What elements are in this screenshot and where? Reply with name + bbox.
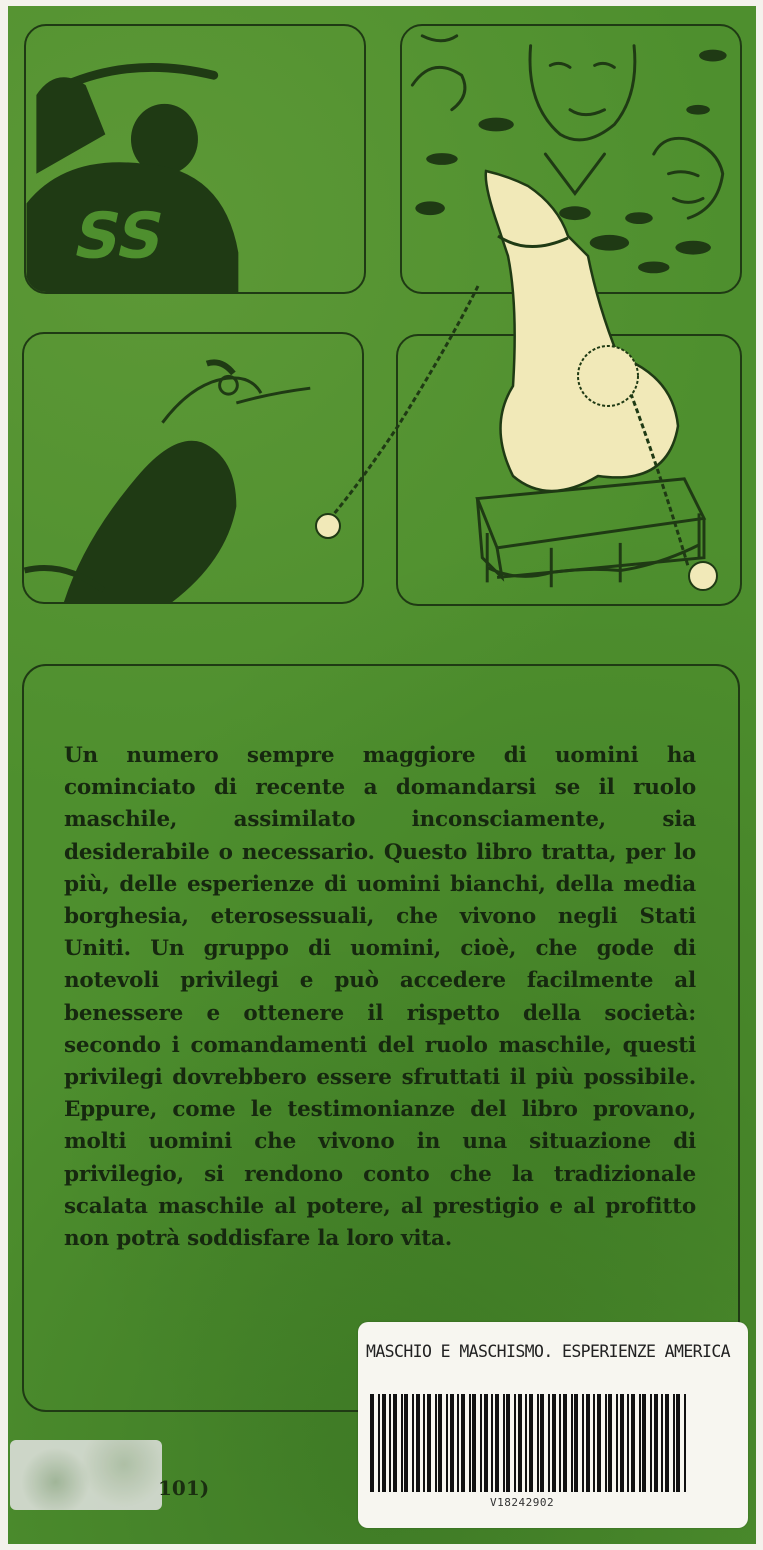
price-code: 101) — [158, 1476, 210, 1500]
library-barcode-label — [358, 1322, 748, 1528]
book-back-cover — [8, 6, 756, 1544]
blurb-frame — [22, 664, 740, 1412]
price-sticker — [10, 1440, 162, 1510]
label-title: MASCHIO E MASCHISMO. ESPERIENZE AMERICA — [366, 1342, 731, 1361]
ss-lettering: SS — [67, 200, 172, 274]
illustration-panel-pedestal — [396, 334, 742, 606]
barcode-icon — [370, 1394, 686, 1492]
blurb-text: Un numero sempre maggiore di uomini ha cominciato di recente a domandarsi se il ruolo maschile, assimilato inconsciamente, sia desiderabile o necessario. Questo libro tratta, per lo più, delle esperienze di uomini bianchi, della media borghesia, eterosessuali, che vivono negli Stati Uniti. Un gruppo di uomini, cioè, che gode di notevoli privilegi e può accedere facilmente al benessere e ottenere il rispetto della società: secondo i comandamenti del ruolo maschile, questi privilegi dovrebbero essere sfruttati il più possibile. Eppure, come le testimonianze del libro provano, molti uomini che vivono in una situazione di privilegio, si rendono conto che la tradizionale scalata maschile al potere, al prestigio e al profitto non potrà soddisfare la loro vita. — [64, 743, 696, 1252]
illustration-panel-faces — [400, 24, 742, 294]
pedestal-illustration — [398, 336, 740, 604]
illustration-panel-ss-figure — [24, 24, 366, 294]
faces-illustration — [402, 26, 740, 292]
ss-figure-illustration — [26, 26, 364, 292]
illustration-panel-figure-on-hand — [22, 332, 364, 604]
figure-on-hand-illustration — [24, 334, 362, 602]
barcode-number: V18242902 — [490, 1496, 555, 1509]
